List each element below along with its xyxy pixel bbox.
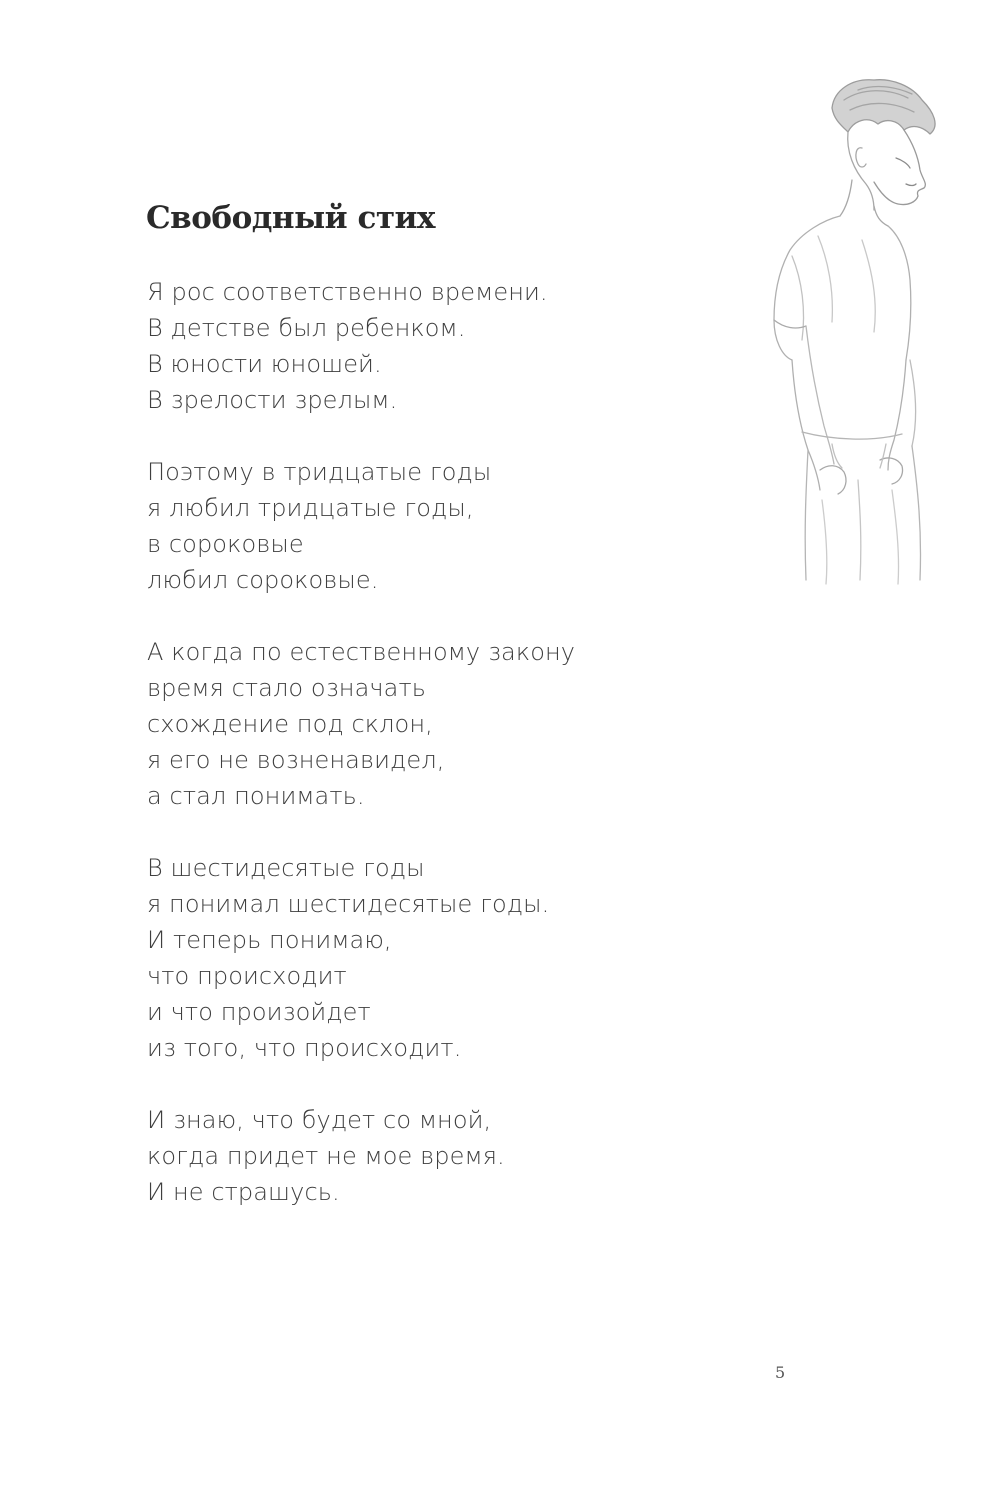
- poem-line: В зрелости зрелым.: [147, 386, 398, 414]
- poem-line: Поэтому в тридцатые годы: [147, 458, 492, 486]
- poem-line: схождение под склон,: [147, 710, 433, 738]
- page-number: 5: [775, 1363, 786, 1382]
- stanza-4: [147, 850, 707, 1066]
- poem-line: любил сороковые.: [147, 566, 379, 594]
- poem-line: когда придет не мое время.: [147, 1142, 505, 1170]
- poem-title: Свободный стих: [146, 200, 436, 236]
- poem-line: Я рос соответственно времени.: [147, 278, 548, 306]
- poem-line: И не страшусь.: [147, 1178, 340, 1206]
- poem-line: И теперь понимаю,: [147, 926, 392, 954]
- poem-line: я любил тридцатые годы,: [147, 494, 474, 522]
- poem-line: В шестидесятые годы: [147, 854, 425, 882]
- stanza-1: [147, 274, 707, 418]
- poem-line: из того, что происходит.: [147, 1034, 462, 1062]
- poem-line: я понимал шестидесятые годы.: [147, 890, 550, 918]
- poem-line: В детстве был ребенком.: [147, 314, 466, 342]
- poem-line: А когда по естественному закону: [147, 638, 576, 666]
- poem-line: я его не возненавидел,: [147, 746, 445, 774]
- poem-line: В юности юношей.: [147, 350, 382, 378]
- poem-line: что происходит: [147, 962, 347, 990]
- poem-line: и что произойдет: [147, 998, 371, 1026]
- poem-body: [147, 274, 707, 1246]
- man-sketch-icon: [762, 60, 952, 590]
- poem-line: в сороковые: [147, 530, 304, 558]
- stanza-5: [147, 1102, 707, 1210]
- poem-line: И знаю, что будет со мной,: [147, 1106, 492, 1134]
- stanza-3: [147, 634, 707, 814]
- stanza-2: [147, 454, 707, 598]
- poem-line: а стал понимать.: [147, 782, 365, 810]
- poem-line: время стало означать: [147, 674, 426, 702]
